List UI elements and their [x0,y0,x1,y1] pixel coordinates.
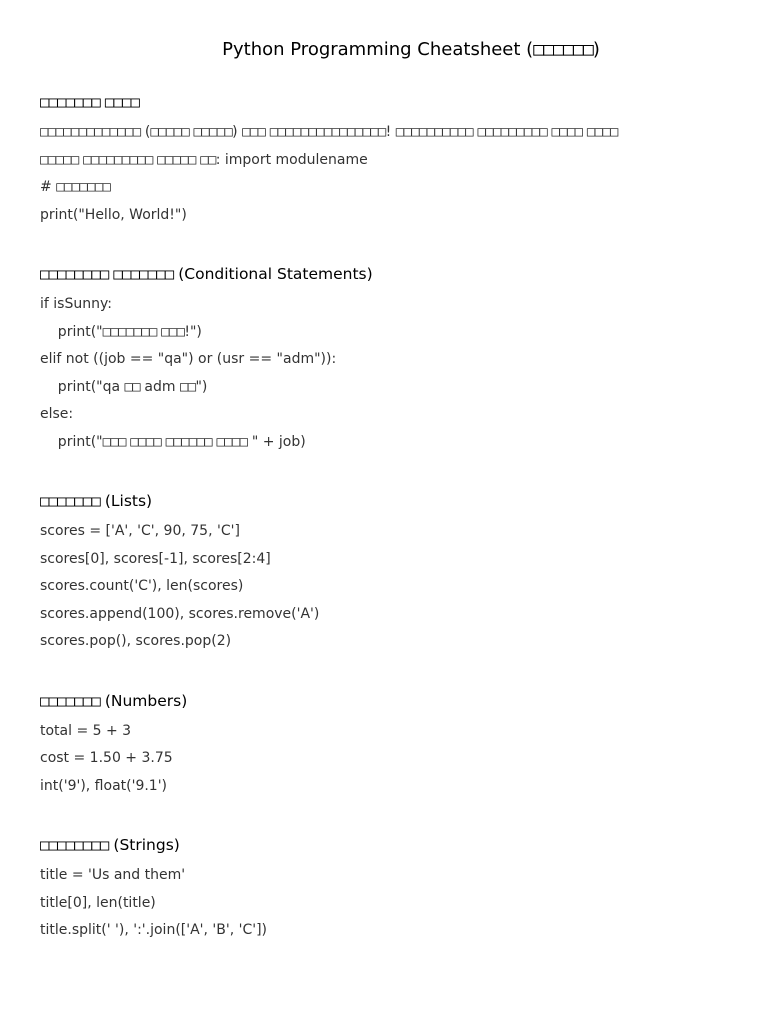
code-line: scores.pop(), scores.pop(2) [40,633,232,649]
missing-glyph-run: □□□□□□□□□□□□□□□ [269,124,386,140]
section-strings [40,835,768,945]
code-line: else: [40,406,74,422]
missing-glyph-run: □□□□□ [150,124,190,140]
missing-glyph-run: □□□ [102,433,126,450]
missing-glyph-run: □□□□□□□ [102,323,157,340]
missing-glyph-run: □□□□ [586,124,618,140]
missing-glyph-run: □□□□□□□ [40,93,100,111]
code-line: print("□□□□□□□ □□□!") [40,323,202,340]
missing-glyph-run: □□□□□□□□□ [477,124,548,140]
missing-glyph-run: □□□ [161,323,185,340]
missing-glyph-run: □□□□□□□ [113,265,174,283]
code-line: title.split(' '), ':'.join(['A', 'B', 'C']) [40,922,268,938]
section-numbers [40,691,768,801]
page-title: Python Programming Cheatsheet (□□□□□□) [222,39,600,60]
code-line: scores[0], scores[-1], scores[2:4] [40,550,271,567]
code-line: total = 5 + 3 [40,722,132,739]
code-line: title = 'Us and them' [40,867,186,883]
missing-glyph-run: □□□□□ [157,151,196,168]
code-line: elif not ((job == "qa") or (usr == "adm")): [40,351,337,367]
missing-glyph-run: □□□□□ [40,151,79,168]
missing-glyph-run: □□□□□□□□□ [83,151,153,168]
missing-glyph-run: □□□□□□□ [56,179,111,195]
code-line: print("□□□ □□□□ □□□□□□ □□□□ " + job) [40,433,306,450]
missing-glyph-run: □□ [124,378,140,395]
missing-glyph-run: □□ [200,151,216,168]
section-heading-lists: □□□□□□□ (Lists) [40,492,153,510]
code-line: print("qa □□ adm □□") [40,378,208,395]
section-lists [40,491,768,656]
missing-glyph-run: □□□□ [130,433,162,450]
missing-glyph-run: □□□□□□ [165,433,212,450]
section-conditionals [40,264,768,456]
import-syntax-line: □□□□□ □□□□□□□□□ □□□□□ □□: import modulename [40,151,368,168]
missing-glyph-run: □□□□ [216,433,248,450]
intro-text-line: □□□□□□□□□□□□□ (□□□□□ □□□□□) □□□ □□□□□□□□□□□□□□□! □□□□□□□□□□ □□□□□□□□□ □□□□ □□□□ [40,124,618,140]
missing-glyph-run: □□□□□□□□□□ [395,124,474,140]
code-line: title[0], len(title) [40,894,156,911]
code-line: scores.count('C'), len(scores) [40,578,244,594]
code-line: if isSunny: [40,296,112,312]
missing-glyph-run: □□□□□□□□ [40,836,109,854]
missing-glyph-run: □□□□□□□ [40,492,100,510]
section-heading-intro [40,92,768,112]
section-intro [40,92,768,229]
code-line: scores.append(100), scores.remove('A') [40,605,320,622]
missing-glyph-run: □□□□□ [193,124,233,140]
missing-glyph-run: □□□ [242,124,266,140]
section-heading-strings: □□□□□□□□ (Strings) [40,836,180,854]
section-heading-conditionals: □□□□□□□□ □□□□□□□ (Conditional Statements) [40,265,373,283]
code-comment: # □□□□□□□ [40,179,111,195]
code-line: cost = 1.50 + 3.75 [40,750,173,766]
code-line: int('9'), float('9.1') [40,777,168,794]
missing-glyph-run: □□ [180,378,196,395]
code-line: print("Hello, World!") [40,206,187,223]
section-heading-numbers: □□□□□□□ (Numbers) [40,691,188,710]
missing-glyph-run: □□□□□□□□ [40,265,109,283]
missing-glyph-run: □□□□ [551,124,583,140]
code-line: scores = ['A', 'C', 90, 75, 'C'] [40,523,240,539]
missing-glyph-run: □□□□ [104,93,140,111]
missing-glyph-run: □□□□□□□ [40,691,100,710]
missing-glyph-run: □□□□□□ [533,39,593,60]
missing-glyph-run: □□□□□□□□□□□□□ [40,124,141,140]
